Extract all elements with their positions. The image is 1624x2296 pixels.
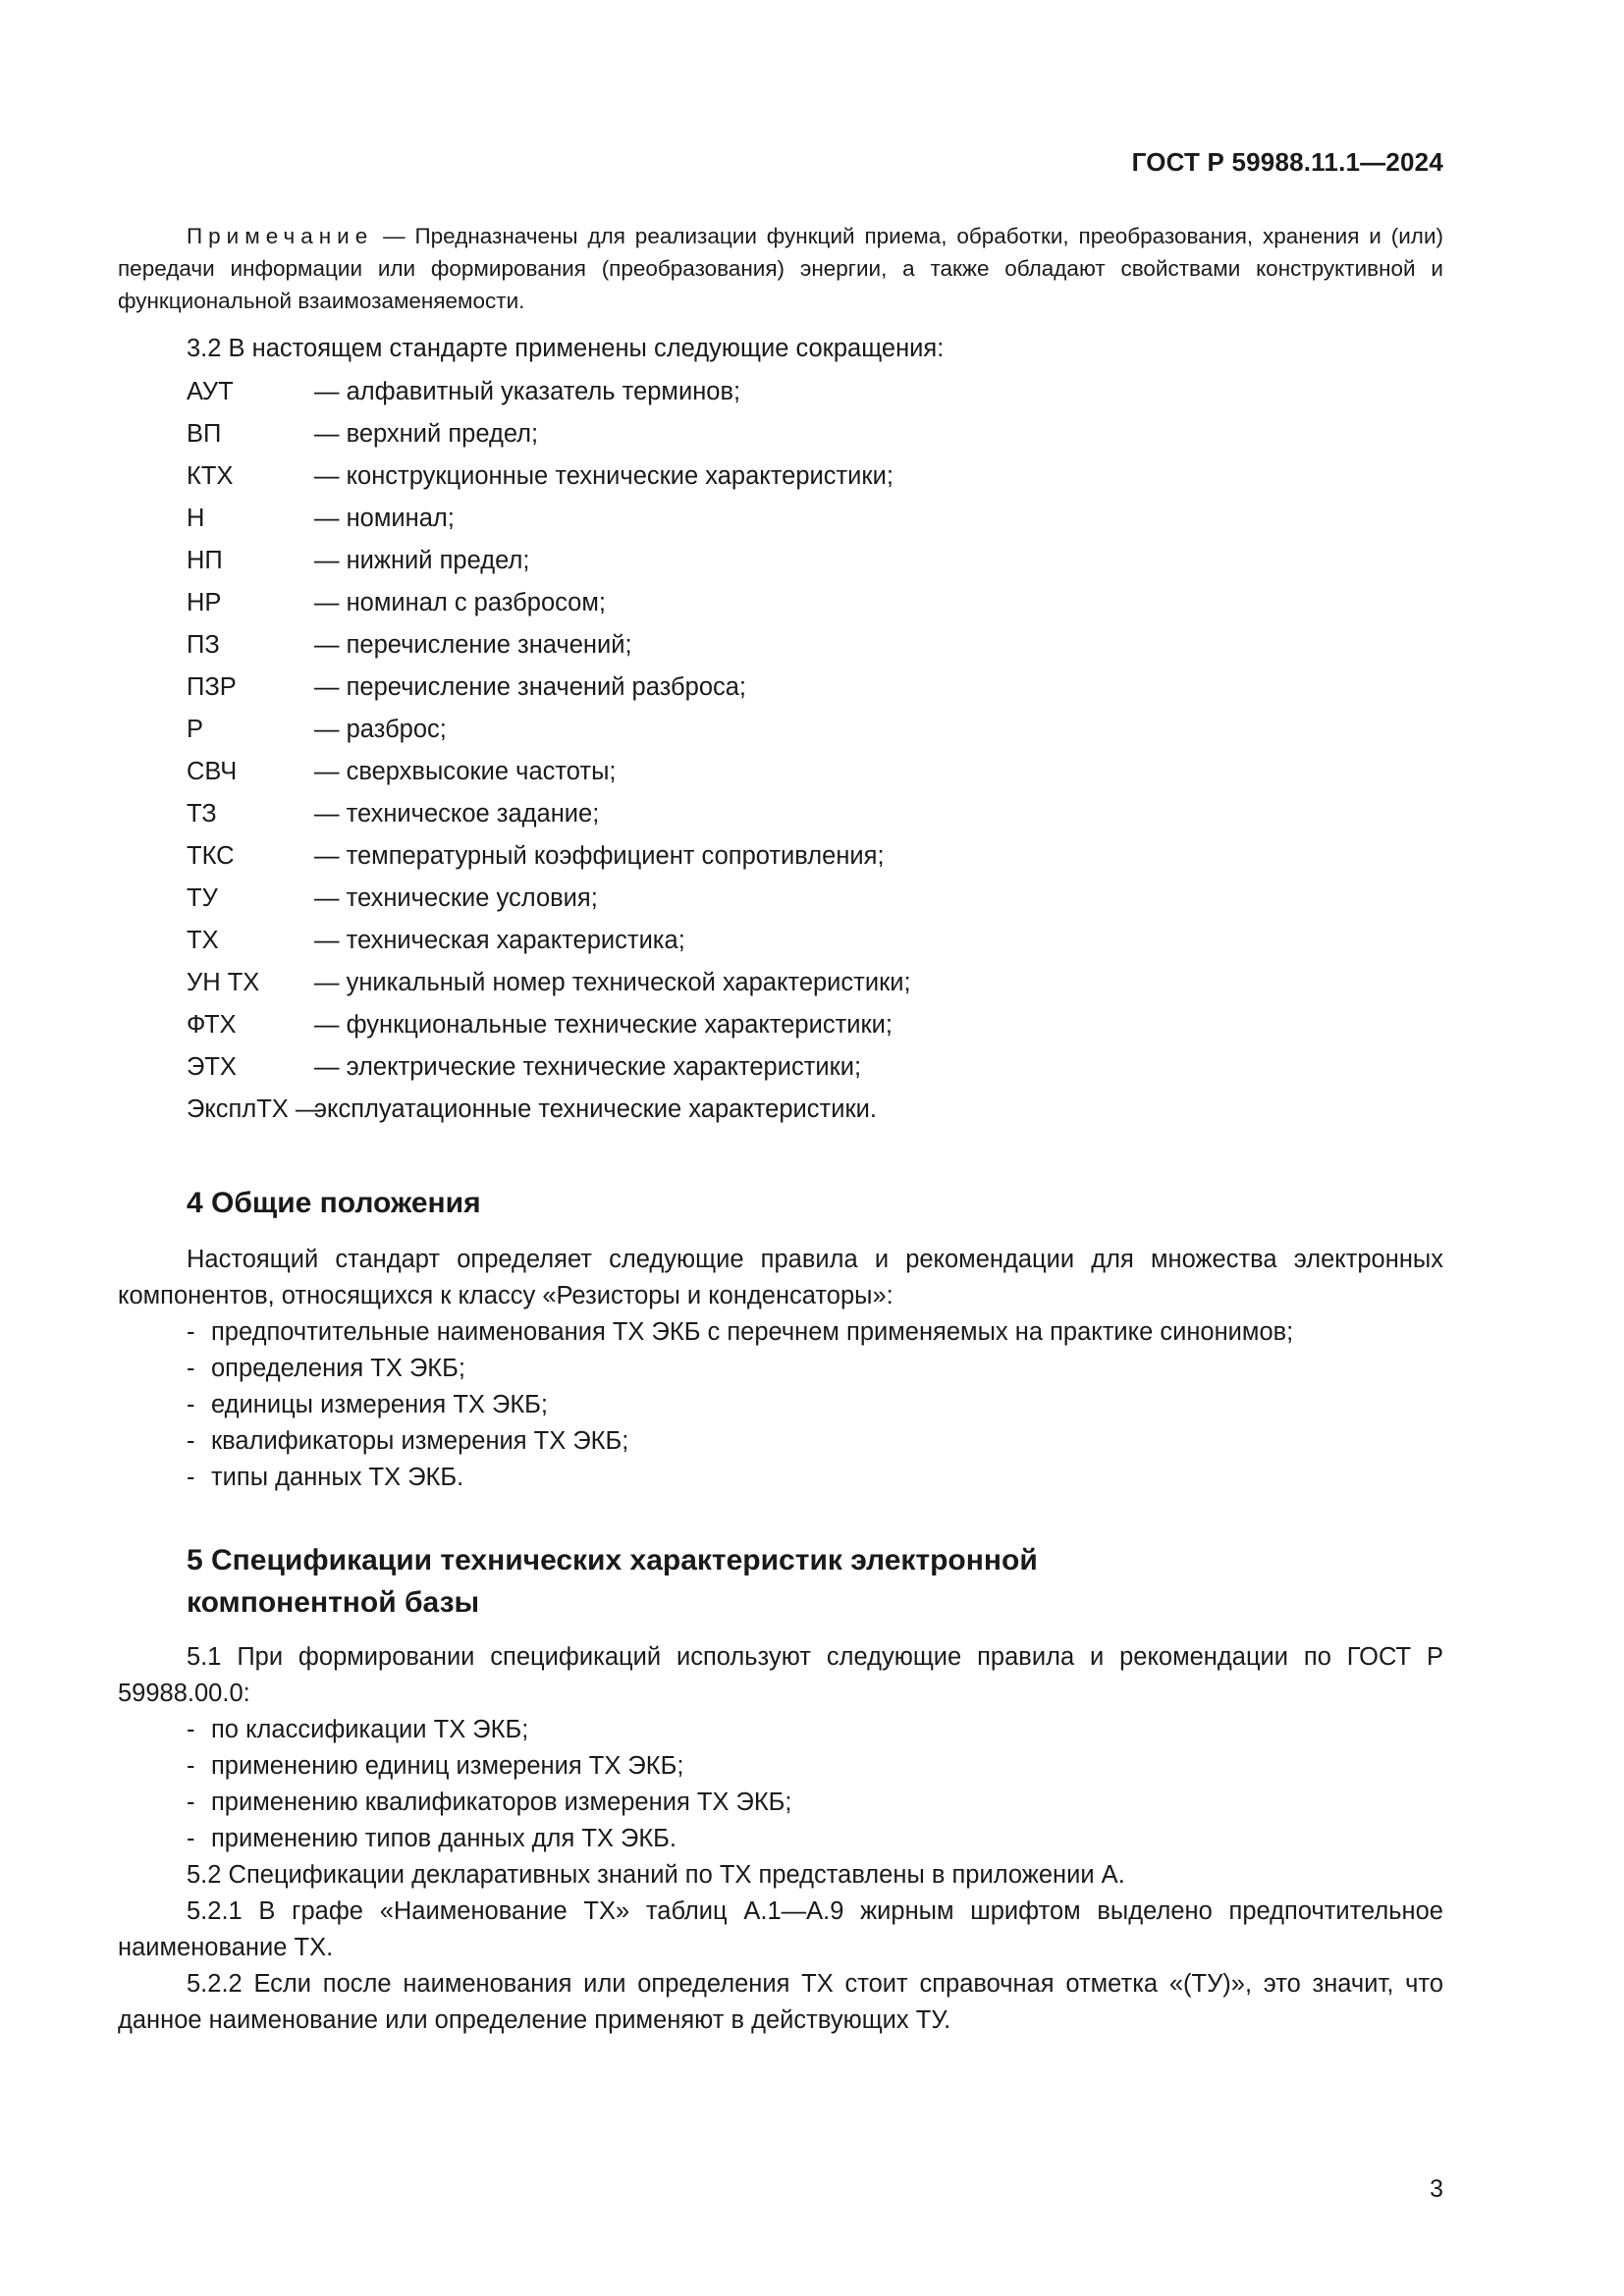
abbreviation-definition: — сверхвысокие частоты; <box>314 758 617 785</box>
abbreviation-item <box>187 751 1443 793</box>
abbreviation-definition: — разброс; <box>314 716 447 743</box>
note-label: Примечание <box>187 224 374 248</box>
bullet-dash: - <box>187 1716 195 1743</box>
abbreviation-term: ТКС <box>187 842 235 870</box>
abbreviation-definition: — уникальный номер технической характеристики; <box>314 969 911 996</box>
abbreviation-term: ЭксплТХ — <box>187 1095 321 1123</box>
list-item-text: применению типов данных для ТХ ЭКБ. <box>211 1825 677 1852</box>
abbreviation-definition: — функциональные технические характеристики; <box>314 1011 893 1039</box>
paragraph-5-2-1: 5.2.1 В графе «Наименование ТХ» таблиц А.1—А.9 жирным шрифтом выделено предпочтительное наименование ТХ. <box>118 1897 1443 1961</box>
paragraph-5-2-2: 5.2.2 Если после наименования или определения ТХ стоит справочная отметка «(ТУ)», это значит, что данное наименование или определение применяют в действующих ТУ. <box>118 1970 1443 2034</box>
abbreviation-item <box>187 793 1443 835</box>
note-paragraph <box>118 220 1443 317</box>
page-content <box>118 220 1443 2039</box>
abbreviation-term: ТЗ <box>187 800 217 828</box>
bullet-dash: - <box>187 1391 195 1418</box>
abbreviation-definition: — технические условия; <box>314 884 598 912</box>
list-item-text: применению квалификаторов измерения ТХ ЭКБ; <box>211 1789 792 1816</box>
abbreviation-item <box>187 667 1443 709</box>
list-item <box>187 1314 1443 1351</box>
abbreviation-item <box>187 624 1443 667</box>
abbreviation-item <box>187 1089 1443 1131</box>
list-item-text: предпочтительные наименования ТХ ЭКБ с перечнем применяемых на практике синонимов; <box>211 1318 1294 1346</box>
paragraph-5-1: 5.1 При формировании спецификаций используют следующие правила и рекомендации по ГОСТ Р 59988.00.0: <box>118 1643 1443 1707</box>
abbreviation-definition: — номинал с разбросом; <box>314 589 606 616</box>
abbreviation-term: НР <box>187 589 222 616</box>
list-item-text: единицы измерения ТХ ЭКБ; <box>211 1391 548 1418</box>
list-item <box>187 1748 1443 1785</box>
list-item <box>187 1785 1443 1821</box>
abbreviation-item <box>187 920 1443 962</box>
list-item <box>187 1351 1443 1387</box>
abbreviation-item <box>187 498 1443 540</box>
abbreviation-definition: — конструкционные технические характеристики; <box>314 462 893 490</box>
abbreviation-term: ВП <box>187 420 222 448</box>
abbreviation-term: ЭТХ <box>187 1053 237 1081</box>
list-item <box>187 1387 1443 1423</box>
bullet-dash: - <box>187 1752 195 1780</box>
abbreviations-intro: 3.2 В настоящем стандарте применены следующие сокращения: <box>187 335 945 362</box>
paragraph-5-2: 5.2 Спецификации декларативных знаний по ТХ представлены в приложении А. <box>187 1861 1125 1889</box>
abbreviation-definition: — алфавитный указатель терминов; <box>314 378 741 405</box>
bullet-dash: - <box>187 1825 195 1852</box>
list-item-text: определения ТХ ЭКБ; <box>211 1355 465 1382</box>
abbreviation-term: АУТ <box>187 378 234 405</box>
abbreviation-item <box>187 413 1443 455</box>
abbreviation-item <box>187 1004 1443 1046</box>
list-item <box>187 1821 1443 1857</box>
list-item-text: применению единиц измерения ТХ ЭКБ; <box>211 1752 684 1780</box>
list-item <box>187 1423 1443 1460</box>
abbreviation-item <box>187 582 1443 624</box>
abbreviation-term: ПЗ <box>187 631 220 659</box>
abbreviation-term: ТХ <box>187 927 219 954</box>
abbreviation-term: ТУ <box>187 884 218 912</box>
section-5-heading-line-1: 5 Спецификации технических характеристик электронной <box>187 1544 1038 1576</box>
abbreviation-item <box>187 709 1443 751</box>
section-4-bullet-list <box>187 1314 1443 1496</box>
abbreviation-definition: — электрические технические характеристики; <box>314 1053 862 1081</box>
abbreviation-definition: эксплуатационные технические характеристики. <box>314 1095 877 1123</box>
abbreviation-definition: — техническая характеристика; <box>314 927 685 954</box>
page-number: 3 <box>1430 2175 1443 2203</box>
section-4-intro: Настоящий стандарт определяет следующие правила и рекомендации для множества электронных компонентов, относящихся к классу «Резисторы и конденсаторы»: <box>118 1246 1443 1309</box>
abbreviation-term: УН ТХ <box>187 969 260 996</box>
abbreviation-term: Н <box>187 505 205 532</box>
bullet-dash: - <box>187 1318 195 1346</box>
abbreviation-item <box>187 835 1443 878</box>
bullet-dash: - <box>187 1427 195 1455</box>
abbreviation-definition: — нижний предел; <box>314 547 530 574</box>
abbreviation-definition: — техническое задание; <box>314 800 600 828</box>
abbreviation-definition: — перечисление значений разброса; <box>314 673 747 701</box>
abbreviation-definition: — перечисление значений; <box>314 631 632 659</box>
section-4-heading: 4 Общие положения <box>187 1187 481 1219</box>
abbreviation-item <box>187 540 1443 582</box>
list-item <box>187 1460 1443 1496</box>
abbreviation-term: ПЗР <box>187 673 237 701</box>
abbreviation-item <box>187 455 1443 498</box>
abbreviation-term: НП <box>187 547 223 574</box>
abbreviation-term: ФТХ <box>187 1011 237 1039</box>
list-item-text: типы данных ТХ ЭКБ. <box>211 1464 464 1491</box>
abbreviation-item <box>187 371 1443 413</box>
section-5-bullet-list <box>187 1712 1443 1857</box>
abbreviation-item <box>187 878 1443 920</box>
abbreviation-item <box>187 1046 1443 1089</box>
bullet-dash: - <box>187 1464 195 1491</box>
abbreviation-definition: — температурный коэффициент сопротивления; <box>314 842 885 870</box>
bullet-dash: - <box>187 1789 195 1816</box>
section-5-heading <box>118 1539 1443 1624</box>
document-code: ГОСТ Р 59988.11.1—2024 <box>1131 147 1443 177</box>
note-text: — Предназначены для реализации функций приема, обработки, преобразования, хранения и (или) передачи информации или формирования (преобразования) энергии, а также обладают свойствами конструктивной и функциональной взаимозаменяемости. <box>118 224 1443 313</box>
list-item-text: по классификации ТХ ЭКБ; <box>211 1716 529 1743</box>
abbreviation-definition: — номинал; <box>314 505 455 532</box>
abbreviations-list <box>187 371 1443 1131</box>
abbreviation-definition: — верхний предел; <box>314 420 539 448</box>
list-item <box>187 1712 1443 1748</box>
abbreviation-term: СВЧ <box>187 758 238 785</box>
abbreviation-term: Р <box>187 716 204 743</box>
section-5-heading-line-2: компонентной базы <box>187 1586 480 1619</box>
abbreviation-term: КТХ <box>187 462 234 490</box>
abbreviation-item <box>187 962 1443 1004</box>
bullet-dash: - <box>187 1355 195 1382</box>
list-item-text: квалификаторы измерения ТХ ЭКБ; <box>211 1427 629 1455</box>
